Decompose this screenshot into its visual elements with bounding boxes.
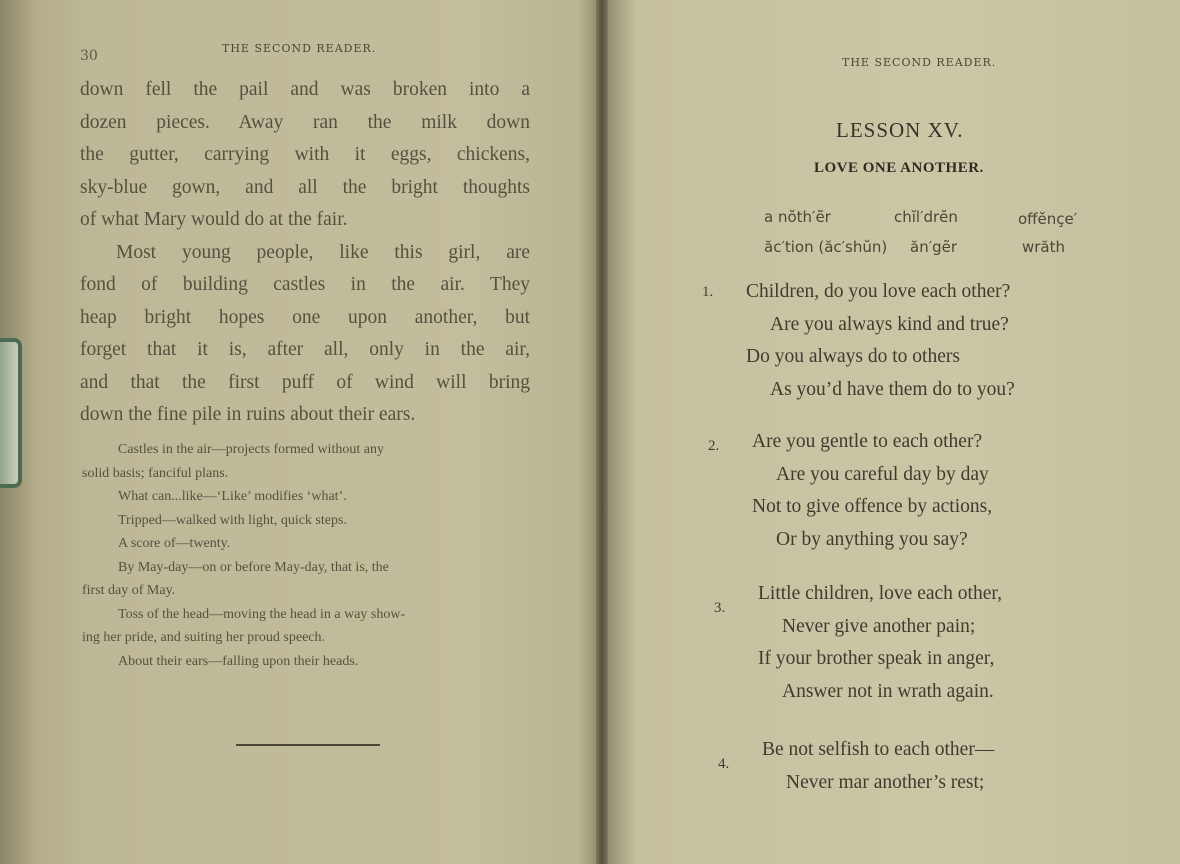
running-head-left: THE SECOND READER.	[222, 42, 377, 55]
prose-line: fond of building castles in the air. They	[80, 274, 530, 295]
vocab-word: chĭl′drĕn	[894, 208, 958, 226]
verse-line: Do you always do to others	[746, 346, 960, 367]
stanza	[708, 426, 993, 556]
prose-line: sky-blue gown, and all the bright thoughts	[80, 176, 530, 198]
page-number: 30	[80, 48, 98, 64]
verse-line: Little children, love each other,	[758, 583, 1002, 604]
note-term: A score of	[118, 536, 176, 551]
prose-line: Most young people, like this girl, are	[116, 241, 530, 263]
prose-body	[80, 74, 530, 432]
vocab-word: ăn′gẽr	[910, 238, 958, 256]
verse-line: Are you careful day by day	[776, 463, 989, 485]
prose-line: of what Mary would do at the fair.	[80, 209, 348, 230]
verse-line: Are you gentle to each other?	[752, 431, 983, 452]
note-continuation: solid basis; fanciful plans.	[82, 465, 229, 481]
note-text: —projects formed without any	[211, 442, 384, 457]
note-term: About their ears	[118, 653, 209, 669]
note-term: Castles in the air	[118, 442, 212, 457]
verse-line: Never mar another’s rest;	[786, 771, 985, 793]
verse-line: Or by anything you say?	[776, 528, 968, 550]
section-rule	[236, 744, 380, 746]
verse-line: If your brother speak in anger,	[758, 648, 995, 669]
note-continuation: first day of May.	[82, 583, 176, 598]
note-item	[82, 509, 530, 533]
note-item	[82, 532, 530, 556]
prose-line: and that the first puff of wind will bring	[80, 371, 530, 393]
note-item	[82, 556, 530, 580]
prose-line: down fell the pail and was broken into a	[80, 79, 530, 100]
verse-line: Be not selfish to each other—	[762, 739, 995, 760]
note-item	[82, 485, 530, 509]
note-text: —‘Like’ modifies ‘what’.	[202, 489, 347, 504]
right-page	[604, 0, 1180, 864]
verse-line: As you’d have them do to you?	[770, 378, 1015, 400]
note-term: Toss of the head	[118, 606, 210, 622]
vocab-word: ăc′tion (ăc′shŭn)	[764, 238, 888, 256]
lesson-subtitle: LOVE ONE ANOTHER.	[814, 160, 984, 176]
verse-line: Answer not in wrath again.	[782, 680, 994, 702]
prose-line: down the fine pile in ruins about their ears.	[80, 404, 416, 425]
verse-line: Children, do you love each other?	[746, 281, 1011, 302]
stanza	[702, 276, 1015, 406]
verse-line: Not to give offence by actions,	[752, 496, 993, 517]
prose-line: the gutter, carrying with it eggs, chickens,	[80, 144, 530, 165]
stanza-number: 1.	[702, 284, 714, 300]
stanza	[714, 578, 1002, 708]
stanza-number: 4.	[718, 756, 730, 772]
stanza-number: 3.	[714, 600, 726, 616]
note-text: —falling upon their heads.	[208, 653, 359, 669]
prose-line: heap bright hopes one upon another, but	[80, 306, 530, 328]
prose-line: forget that it is, after all, only in the air,	[80, 339, 530, 360]
note-continuation: ing her pride, and suiting her proud speech.	[82, 630, 325, 645]
vocab-word: offĕnçe′	[1018, 210, 1078, 228]
lesson-title: LESSON XV.	[836, 118, 964, 142]
note-item	[82, 650, 530, 674]
stanza	[718, 734, 995, 799]
note-text: —on or before May-day, that is, the	[188, 559, 389, 575]
note-text: —walked with light, quick steps.	[161, 512, 347, 528]
vocab-word: a nŏth′ẽr	[764, 208, 831, 226]
note-term: Tripped	[118, 512, 162, 528]
vocab-word: wrăth	[1022, 238, 1066, 256]
prose-line: dozen pieces. Away ran the milk down	[80, 111, 530, 133]
note-item	[82, 603, 530, 627]
note-text: —moving the head in a way show-	[209, 606, 406, 622]
running-head-right: THE SECOND READER.	[842, 56, 997, 69]
note-item	[82, 438, 530, 462]
verse-line: Are you always kind and true?	[770, 313, 1009, 335]
note-term: What can...like	[118, 489, 203, 504]
stanza-number: 2.	[708, 438, 720, 454]
note-text: —twenty.	[175, 536, 231, 551]
note-term: By May-day	[118, 559, 189, 575]
verse-line: Never give another pain;	[782, 615, 976, 637]
glossary-notes	[82, 438, 530, 673]
